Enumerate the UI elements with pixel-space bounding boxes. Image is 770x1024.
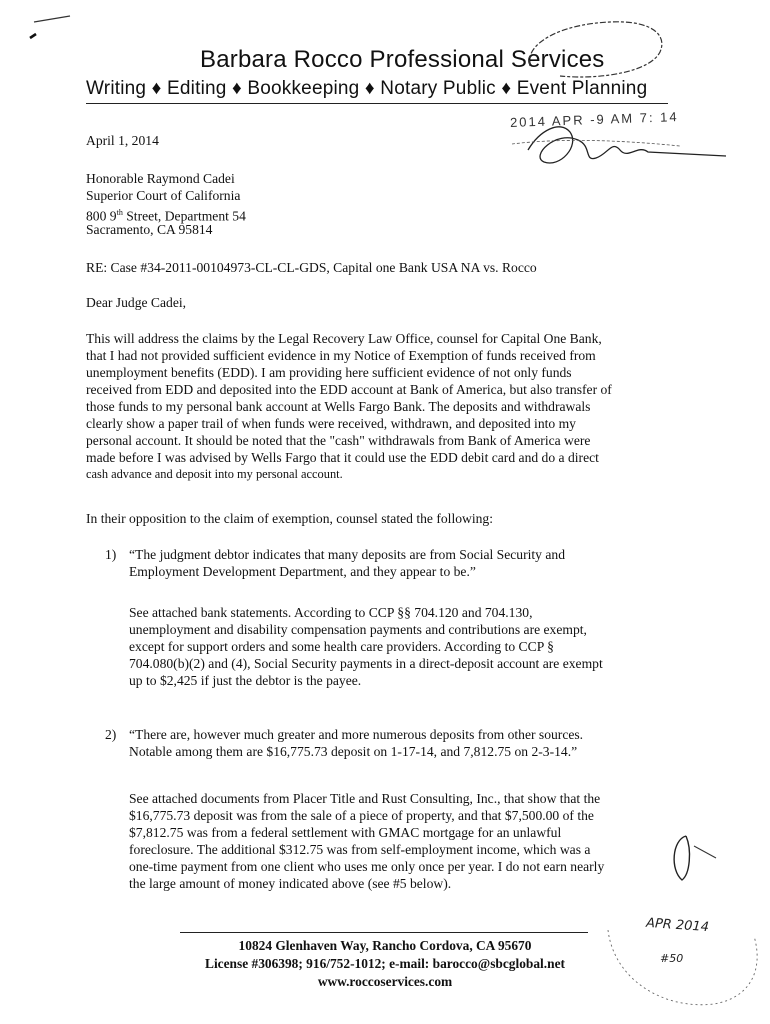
item-2-quote (129, 726, 583, 760)
footer-website: www.roccoservices.com (317, 974, 453, 989)
item-2-response (129, 790, 604, 892)
re-line: RE: Case #34-2011-00104973-CL-CL-GDS, Capital one Bank USA NA vs. Rocco (86, 260, 537, 275)
handwritten-date: APR 2014 (645, 915, 710, 936)
response-line: See attached documents from Placer Title and Rust Consulting, Inc., that show that the (129, 791, 601, 806)
response-line: except for support orders and some health care providers. According to CCP § (129, 639, 554, 654)
paragraph-line: This will address the claims by the Legal Recovery Law Office, counsel for Capital One Bank, (86, 331, 602, 346)
paragraph-line: cash advance and deposit into my personal account. (86, 467, 343, 481)
paragraph-line: personal account. It should be noted that the "cash" withdrawals from Bank of America were (86, 433, 591, 448)
street-rest: Street, Department 54 (122, 208, 246, 224)
quote-line: “The judgment debtor indicates that many deposits are from Social Security and (129, 547, 566, 562)
response-line: unemployment and disability compensation payments and contributions are exempt, (129, 622, 587, 637)
paragraph-line: unemployment benefits (EDD). I am providing here sufficient evidence of not only funds (86, 365, 572, 380)
street-number: 800 9 (86, 208, 117, 224)
stray-mark (24, 14, 74, 44)
footer-address: 10824 Glenhaven Way, Rancho Cordova, CA 95670 (238, 938, 532, 953)
item-1-quote (129, 546, 565, 580)
response-line: $7,812.75 was from a federal settlement with GMAC mortgage for an unlawful (129, 825, 562, 840)
margin-bracket (664, 830, 724, 890)
letterhead-services: Writing ♦ Editing ♦ Bookkeeping ♦ Notary Public ♦ Event Planning (86, 78, 648, 99)
paragraph-line: clearly show a paper trail of when funds were received, withdrawn, and deposited into my (86, 416, 576, 431)
response-line: the large amount of money indicated above (see #5 below). (129, 876, 452, 891)
letterhead-company: Barbara Rocco Professional Services (200, 46, 605, 73)
paragraph-1 (86, 330, 612, 483)
response-line: one-time payment from one client who uses me only once per year. I do not earn nearly (129, 859, 605, 874)
response-line: 704.080(b)(2) and (4), Social Security payments in a direct-deposit account are exempt (129, 656, 603, 671)
received-stamp: 2014 APR -9 AM 7: 14 (509, 109, 679, 130)
item-1-response (129, 604, 603, 689)
quote-line: Employment Development Department, and they appear to be.” (129, 564, 476, 579)
response-line: up to $2,425 if just the debtor is the payee. (129, 673, 362, 688)
handdrawn-oval (520, 14, 670, 84)
letter-date: April 1, 2014 (86, 133, 159, 148)
paragraph-2: In their opposition to the claim of exemption, counsel stated the following: (86, 511, 493, 526)
paragraph-line: those funds to my personal bank account at Wells Fargo Bank. The deposits and withdrawals (86, 399, 591, 414)
response-line: $16,775.73 deposit was from the sale of a piece of property, and that $7,500.00 of the (129, 808, 594, 823)
recipient-court: Superior Court of California (86, 188, 241, 203)
signature-scribble (500, 110, 730, 180)
letterhead-rule (86, 103, 668, 104)
paragraph-line: that I had not provided sufficient evidence in my Notice of Exemption of funds received from (86, 348, 596, 363)
street-suffix: th (116, 208, 123, 217)
paragraph-line: received from EDD and deposited into the EDD account at Bank of America, but also transfer of (86, 382, 612, 397)
paragraph-line: made before I was advised by Wells Fargo that it could use the EDD debit card and do a direct (86, 450, 599, 465)
handwritten-number: #50 (660, 952, 684, 965)
salutation: Dear Judge Cadei, (86, 295, 187, 310)
response-line: See attached bank statements. According to CCP §§ 704.120 and 704.130, (129, 605, 533, 620)
recipient-city: Sacramento, CA 95814 (86, 222, 213, 237)
quote-line: “There are, however much greater and more numerous deposits from other sources. (129, 727, 584, 742)
item-2-number: 2) (105, 727, 117, 742)
response-line: foreclosure. The additional $312.75 was from self-employment income, which was a (129, 842, 591, 857)
footer-rule (180, 932, 588, 933)
recipient-name: Honorable Raymond Cadei (86, 171, 235, 186)
item-1-number: 1) (105, 547, 117, 562)
faint-stamp-circle (594, 900, 770, 1024)
quote-line: Notable among them are $16,775.73 deposit on 1-17-14, and 7,812.75 on 2-3-14.” (129, 744, 578, 759)
footer-contact: License #306398; 916/752-1012; e-mail: barocco@sbcglobal.net (205, 956, 565, 971)
